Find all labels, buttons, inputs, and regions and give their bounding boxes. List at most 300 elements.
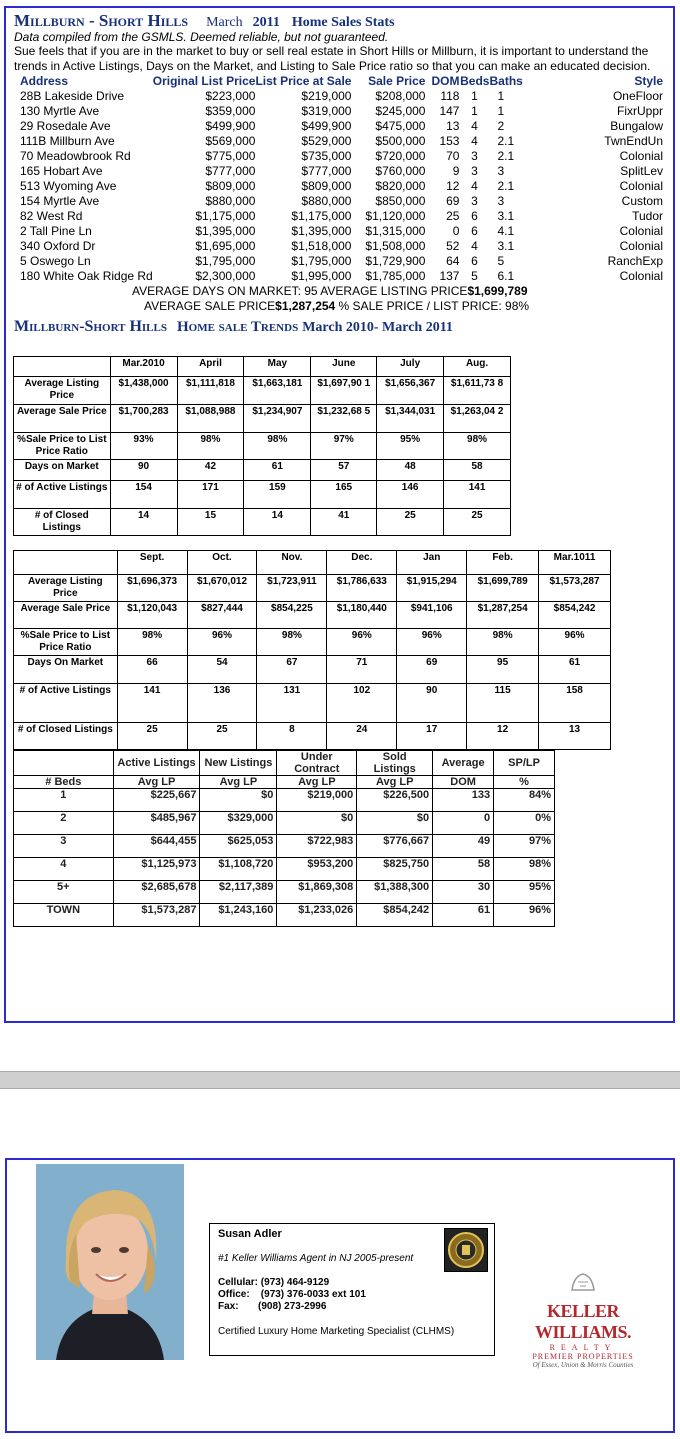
trend-cell: 61: [539, 656, 611, 684]
listing-baths: 4.1: [497, 224, 515, 238]
listing-row: [20, 179, 663, 194]
avg-ratio: % SALE PRICE / LIST PRICE: 98%: [335, 299, 530, 313]
listing-dom: 12: [446, 179, 460, 193]
trend-cell: $1,111,818: [177, 377, 244, 405]
listing-dom: 118: [440, 89, 460, 103]
trend-cell: 136: [187, 684, 257, 723]
trend-row-label: %Sale Price to List Price Ratio: [14, 629, 118, 656]
trend-cell: $1,344,031: [377, 405, 444, 433]
listing-style: Colonial: [619, 224, 663, 238]
listing-baths: 3.1: [497, 209, 515, 223]
beds-cell: 30: [433, 881, 494, 904]
trend-cell: $1,723,911: [257, 575, 327, 602]
beds-cell: $2,685,678: [113, 881, 200, 904]
beds-cell: $0: [357, 812, 433, 835]
listing-original-list-price: $569,000: [205, 134, 256, 148]
beds-group-header: Average: [433, 751, 494, 776]
trend-row: [14, 629, 611, 656]
listing-original-list-price: $880,000: [205, 194, 256, 208]
beds-group-header: Active Listings: [113, 751, 200, 776]
beds-label: 5+: [14, 881, 114, 904]
trend-cell: 42: [177, 460, 244, 481]
trends-subtitle: Home sale Trends: [176, 319, 299, 335]
beds-label: TOWN: [14, 904, 114, 927]
trend-row-label: Days on Market: [14, 460, 111, 481]
beds-group-header: Sold Listings: [357, 751, 433, 776]
beds-cell: $1,233,026: [277, 904, 357, 927]
trends-title: Millburn-Short Hills: [14, 318, 167, 335]
trend-row: [14, 723, 611, 750]
beds-row: [14, 812, 555, 835]
listing-sale-price: $208,000: [375, 89, 426, 103]
trend-cell: $941,106: [397, 602, 467, 629]
listing-list-price-at-sale: $1,395,000: [291, 224, 352, 238]
averages-line-2: [14, 299, 665, 314]
trends-range: March 2010- March 2011: [302, 320, 453, 335]
trend-cell: 141: [444, 481, 511, 509]
listing-beds: 6: [471, 224, 478, 238]
beds-row: [14, 904, 555, 927]
trend-cell: 96%: [187, 629, 257, 656]
trend-cell: $1,180,440: [327, 602, 397, 629]
trend-cell: 96%: [327, 629, 397, 656]
beds-col-header: DOM: [433, 776, 494, 789]
beds-cell: $825,750: [357, 858, 433, 881]
listing-original-list-price: $2,300,000: [195, 269, 256, 283]
listing-original-list-price: $359,000: [205, 104, 256, 118]
trend-month: Oct.: [187, 551, 257, 575]
listing-row: [20, 104, 663, 119]
beds-cell: $219,000: [277, 789, 357, 812]
trend-cell: $1,786,633: [327, 575, 397, 602]
listing-list-price-at-sale: $777,000: [301, 164, 352, 178]
brand-premier: PREMIER PROPERTIES: [532, 1352, 634, 1361]
listing-row: [20, 224, 663, 239]
listing-row: [20, 149, 663, 164]
trend-cell: 25: [444, 509, 511, 536]
trend-cell: 90: [397, 684, 467, 723]
trend-header-row: [14, 551, 611, 575]
agent-tagline: #1 Keller Williams Agent in NJ 2005-present: [218, 1253, 414, 1264]
beds-label: 1: [14, 789, 114, 812]
trend-cell: 98%: [117, 629, 187, 656]
listing-style: Tudor: [632, 209, 663, 223]
trend-row: [14, 377, 511, 405]
beds-row: [14, 858, 555, 881]
report-subtitle: Home Sales Stats: [291, 15, 395, 30]
trend-row: [14, 602, 611, 629]
trend-row-label: Average Sale Price: [14, 602, 118, 629]
listing-original-list-price: $1,395,000: [195, 224, 256, 238]
trend-cell: 71: [327, 656, 397, 684]
col-sale-price: Sale Price: [368, 74, 426, 88]
trends-header: [14, 318, 665, 336]
listing-baths: 3: [497, 194, 505, 208]
trend-month: Feb.: [467, 551, 539, 575]
beds-header-row-2: [14, 776, 555, 789]
beds-cell: $0: [277, 812, 357, 835]
beds-corner: [14, 751, 114, 776]
listing-baths: 1: [497, 89, 505, 103]
listing-dom: 70: [446, 149, 460, 163]
listing-sale-price: $1,785,000: [365, 269, 426, 283]
listing-original-list-price: $223,000: [205, 89, 256, 103]
beds-cell: 61: [433, 904, 494, 927]
trend-row-label: %Sale Price to List Price Ratio: [14, 433, 111, 460]
listing-row: [20, 194, 663, 209]
listing-sale-price: $475,000: [375, 119, 426, 133]
col-baths: Baths: [489, 74, 523, 88]
listing-baths: 3.1: [497, 239, 515, 253]
trend-row-label: Average Sale Price: [14, 405, 111, 433]
trend-row: [14, 684, 611, 723]
beds-label: 3: [14, 835, 114, 858]
cell-label: Cellular:: [218, 1277, 259, 1288]
brand-name: KELLER WILLIAMS.: [534, 1301, 632, 1342]
listing-list-price-at-sale: $1,795,000: [291, 254, 352, 268]
listing-beds: 3: [471, 149, 478, 163]
listing-beds: 3: [471, 164, 478, 178]
listing-original-list-price: $777,000: [205, 164, 256, 178]
listing-original-list-price: $809,000: [205, 179, 256, 193]
trend-month: Dec.: [327, 551, 397, 575]
trend-cell: 67: [257, 656, 327, 684]
listing-style: Colonial: [619, 179, 663, 193]
trend-cell: 95: [467, 656, 539, 684]
listing-list-price-at-sale: $529,000: [301, 134, 352, 148]
listing-list-price-at-sale: $1,175,000: [291, 209, 352, 223]
beds-col-header: Avg LP: [357, 776, 433, 789]
office-label: Office:: [218, 1289, 250, 1300]
beds-cell: $1,869,308: [277, 881, 357, 904]
listing-beds: 6: [471, 209, 478, 223]
listing-beds: 4: [471, 134, 478, 148]
listing-address: 29 Rosedale Ave: [20, 119, 111, 133]
cell-phone[interactable]: (973) 464-9129: [260, 1277, 330, 1288]
beds-cell: $225,667: [113, 789, 200, 812]
trend-row-label: # of Closed Listings: [14, 509, 111, 536]
listing-sale-price: $1,120,000: [365, 209, 426, 223]
listings-table: [20, 74, 663, 284]
listing-style: SplitLev: [620, 164, 663, 178]
col-address: Address: [20, 74, 69, 88]
listing-baths: 2.1: [497, 134, 515, 148]
trend-cell: 66: [117, 656, 187, 684]
beds-cell: $776,667: [357, 835, 433, 858]
trend-cell: 159: [244, 481, 311, 509]
page-separator: [0, 1071, 680, 1089]
listing-address: 130 Myrtle Ave: [20, 104, 100, 118]
report-year: 2011: [252, 15, 280, 30]
beds-cell: 98%: [494, 858, 555, 881]
listing-original-list-price: $1,795,000: [195, 254, 256, 268]
listing-address: 82 West Rd: [20, 209, 83, 223]
listing-beds: 6: [471, 254, 478, 268]
listing-style: Colonial: [619, 149, 663, 163]
listing-baths: 5: [497, 254, 505, 268]
beds-col-header: Avg LP: [200, 776, 277, 789]
agent-certification: Certified Luxury Home Marketing Specialist (CLHMS): [218, 1326, 455, 1337]
listing-beds: 5: [471, 269, 478, 283]
listings-header-row: [20, 74, 663, 89]
trend-row-label: Average Listing Price: [14, 575, 118, 602]
col-dom: DOM: [431, 74, 460, 88]
beds-row: [14, 789, 555, 812]
brand-counties: Of Essex, Union & Morris Counties: [532, 1361, 634, 1369]
trend-cell: 95%: [377, 433, 444, 460]
averages-line-1: [14, 284, 665, 299]
listing-style: FixrUppr: [616, 104, 663, 118]
trend-cell: 98%: [177, 433, 244, 460]
agent-name: Susan Adler: [218, 1228, 282, 1240]
trend-month: Jan: [397, 551, 467, 575]
trend-cell: $1,670,012: [187, 575, 257, 602]
trend-cell: $1,915,294: [397, 575, 467, 602]
trend-cell: 57: [311, 460, 377, 481]
listing-list-price-at-sale: $880,000: [301, 194, 352, 208]
listing-dom: 25: [446, 209, 460, 223]
beds-col-header: %: [494, 776, 555, 789]
trend-cell: 98%: [444, 433, 511, 460]
trend-month: Sept.: [117, 551, 187, 575]
trend-row-label: # of Closed Listings: [14, 723, 118, 750]
trend-cell: 13: [539, 723, 611, 750]
page-header: [14, 11, 665, 31]
listing-beds: 1: [471, 89, 478, 103]
listing-address: 2 Tall Pine Ln: [20, 224, 92, 238]
listing-list-price-at-sale: $1,995,000: [291, 269, 352, 283]
listing-address: 28B Lakeside Drive: [20, 89, 125, 103]
trend-cell: 61: [244, 460, 311, 481]
trend-row: [14, 433, 511, 460]
listing-sale-price: $1,729,900: [365, 254, 426, 268]
beds-group-header: New Listings: [200, 751, 277, 776]
trend-row: [14, 575, 611, 602]
trend-cell: $1,234,907: [244, 405, 311, 433]
listing-list-price-at-sale: $499,900: [301, 119, 352, 133]
trend-month: June: [311, 357, 377, 377]
trend-cell: $1,699,789: [467, 575, 539, 602]
listing-row: [20, 269, 663, 284]
trend-cell: $1,120,043: [117, 602, 187, 629]
beds-table: [13, 750, 555, 927]
trend-cell: 58: [444, 460, 511, 481]
trend-cell: 69: [397, 656, 467, 684]
listing-dom: 153: [439, 134, 460, 148]
trend-cell: 102: [327, 684, 397, 723]
listing-sale-price: $720,000: [375, 149, 426, 163]
listing-row: [20, 239, 663, 254]
trend-cell: 24: [327, 723, 397, 750]
listing-baths: 2.1: [497, 179, 515, 193]
listing-row: [20, 209, 663, 224]
trend-table-2: [13, 550, 611, 750]
trend-cell: 98%: [467, 629, 539, 656]
agent-photo: [36, 1164, 184, 1360]
trend-cell: 17: [397, 723, 467, 750]
beds-group-header: SP/LP: [494, 751, 555, 776]
listing-beds: 4: [471, 239, 478, 253]
listing-row: [20, 89, 663, 104]
trend-row-label: # of Active Listings: [14, 684, 118, 723]
office-phone[interactable]: (973) 376-0033 ext 101: [260, 1289, 366, 1300]
trend-cell: $1,611,73 8: [444, 377, 511, 405]
trend-cell: 158: [539, 684, 611, 723]
beds-label: 4: [14, 858, 114, 881]
beds-col-header: Avg LP: [113, 776, 200, 789]
trend-cell: 141: [117, 684, 187, 723]
trend-row-label: Days On Market: [14, 656, 118, 684]
trend-cell: 98%: [244, 433, 311, 460]
trend-cell: $1,088,988: [177, 405, 244, 433]
listing-address: 154 Myrtle Ave: [20, 194, 100, 208]
avg-sale-label: AVERAGE SALE PRICE: [144, 299, 276, 313]
trend-cell: 54: [187, 656, 257, 684]
listing-beds: 4: [471, 179, 478, 193]
fax-label: Fax:: [218, 1301, 239, 1312]
trend-cell: 25: [187, 723, 257, 750]
listing-style: Custom: [621, 194, 663, 208]
listing-dom: 64: [446, 254, 460, 268]
trend-cell: 154: [110, 481, 177, 509]
beds-cell: $0: [200, 789, 277, 812]
listing-address: 180 White Oak Ridge Rd: [20, 269, 153, 283]
listing-style: Bungalow: [610, 119, 663, 133]
trend-month: Aug.: [444, 357, 511, 377]
trend-month: April: [177, 357, 244, 377]
trend-cell: $1,287,254: [467, 602, 539, 629]
listing-sale-price: $850,000: [375, 194, 426, 208]
beds-cell: 97%: [494, 835, 555, 858]
trend-corner: [14, 551, 118, 575]
beds-col-header: Avg LP: [277, 776, 357, 789]
listing-style: OneFloor: [612, 89, 663, 103]
trend-row: [14, 509, 511, 536]
listing-address: 111B Millburn Ave: [20, 134, 115, 148]
trend-month: Mar.1011: [539, 551, 611, 575]
trend-cell: 25: [377, 509, 444, 536]
beds-cell: $1,388,300: [357, 881, 433, 904]
trend-row: [14, 460, 511, 481]
listing-dom: 0: [452, 224, 460, 238]
trend-cell: $1,438,000: [110, 377, 177, 405]
listing-baths: 2: [497, 119, 505, 133]
col-original-list-price: Original List Price: [152, 74, 256, 88]
listing-list-price-at-sale: $735,000: [301, 149, 352, 163]
avg-listing-price: $1,699,789: [467, 284, 528, 298]
contact-cell: [218, 1277, 486, 1289]
beds-cell: 0: [433, 812, 494, 835]
intro-paragraph: Sue feels that if you are in the market to buy or sell real estate in Short Hills or Millburn, it is important to understand the trends in Active Listings, Days on the Market, and Listing to Sale Price ratio so that you can make an educated decision.: [14, 44, 651, 73]
avg-dom-text: AVERAGE DAYS ON MARKET: 95 AVERAGE LISTING PRICE: [132, 284, 468, 298]
contact-fax: [218, 1301, 486, 1313]
brand-realty: REALTY: [549, 1343, 617, 1352]
trend-cell: 48: [377, 460, 444, 481]
trend-cell: 41: [311, 509, 377, 536]
beds-header-row-1: [14, 751, 555, 776]
listing-baths: 1: [497, 104, 505, 118]
beds-cell: 96%: [494, 904, 555, 927]
trend-cell: $1,656,367: [377, 377, 444, 405]
beds-cell: $722,983: [277, 835, 357, 858]
beds-cell: $485,967: [113, 812, 200, 835]
trend-cell: 146: [377, 481, 444, 509]
trend-cell: 97%: [311, 433, 377, 460]
listing-dom: 13: [446, 119, 460, 133]
listing-baths: 3: [497, 164, 505, 178]
trend-cell: 98%: [257, 629, 327, 656]
trend-month: Mar.2010: [110, 357, 177, 377]
beds-cell: 84%: [494, 789, 555, 812]
listing-sale-price: $820,000: [375, 179, 426, 193]
listing-style: TwnEndUn: [604, 134, 663, 148]
beds-cell: $854,242: [357, 904, 433, 927]
listing-original-list-price: $1,695,000: [195, 239, 256, 253]
beds-cell: $625,053: [200, 835, 277, 858]
agent-portrait-image: [36, 1164, 184, 1360]
trend-cell: 131: [257, 684, 327, 723]
listing-dom: 137: [439, 269, 460, 283]
trend-row: [14, 656, 611, 684]
page-title: Millburn - Short Hills: [14, 11, 189, 30]
avg-sale-price: $1,287,254: [275, 299, 336, 313]
trend-cell: $1,700,283: [110, 405, 177, 433]
trend-cell: 14: [244, 509, 311, 536]
beds-cell: $1,573,287: [113, 904, 200, 927]
keller-williams-logo: [503, 1270, 663, 1369]
trend-cell: 93%: [110, 433, 177, 460]
listing-original-list-price: $775,000: [205, 149, 256, 163]
fax-number: (908) 273-2996: [258, 1301, 327, 1312]
listing-sale-price: $245,000: [375, 104, 426, 118]
trend-cell: $1,263,04 2: [444, 405, 511, 433]
trend-row: [14, 405, 511, 433]
listing-dom: 9: [452, 164, 460, 178]
beds-cell: 58: [433, 858, 494, 881]
trend-cell: 15: [177, 509, 244, 536]
agent-contact-card: [209, 1223, 495, 1356]
listing-address: 165 Hobart Ave: [20, 164, 103, 178]
trend-cell: 14: [110, 509, 177, 536]
report-month: March: [206, 15, 243, 30]
listing-style: Colonial: [619, 239, 663, 253]
beds-row: [14, 881, 555, 904]
trend-row-label: Average Listing Price: [14, 377, 111, 405]
trend-cell: 165: [311, 481, 377, 509]
listing-beds: 4: [471, 119, 478, 133]
trend-cell: 12: [467, 723, 539, 750]
beds-cell: $1,108,720: [200, 858, 277, 881]
listing-list-price-at-sale: $219,000: [301, 89, 352, 103]
trend-cell: 171: [177, 481, 244, 509]
beds-cell: $644,455: [113, 835, 200, 858]
listing-address: 5 Oswego Ln: [20, 254, 91, 268]
beds-cell: $329,000: [200, 812, 277, 835]
trend-corner: [14, 357, 111, 377]
listing-list-price-at-sale: $809,000: [301, 179, 352, 193]
listing-original-list-price: $1,175,000: [195, 209, 256, 223]
listing-list-price-at-sale: $319,000: [301, 104, 352, 118]
beds-cell: 133: [433, 789, 494, 812]
agent-page: [5, 1158, 675, 1433]
listing-row: [20, 254, 663, 269]
listing-address: 70 Meadowbrook Rd: [20, 149, 131, 163]
trend-cell: $1,696,373: [117, 575, 187, 602]
col-list-price-at-sale: List Price at Sale: [255, 74, 352, 88]
contact-office: [218, 1289, 486, 1301]
trend-cell: $1,663,181: [244, 377, 311, 405]
listing-row: [20, 164, 663, 179]
